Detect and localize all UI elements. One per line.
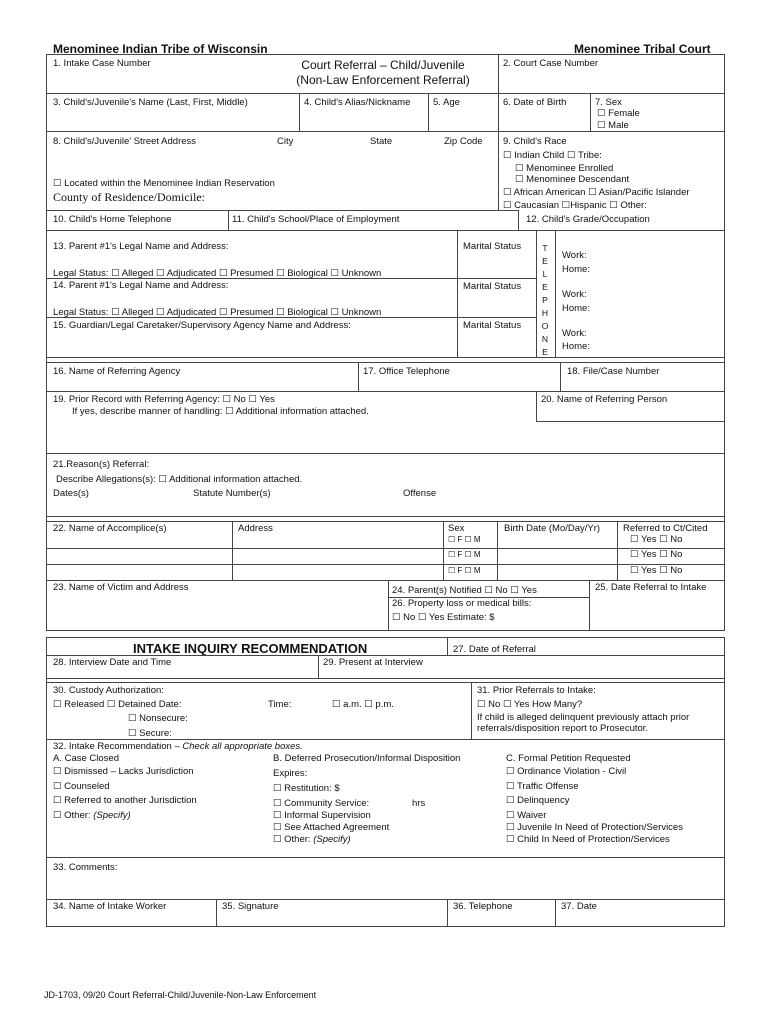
field-victim[interactable]: 23. Name of Victim and Address <box>53 582 189 593</box>
offense-label: Offense <box>403 488 437 499</box>
ordinance-violation-checkbox[interactable]: ☐ Ordinance Violation - Civil <box>506 766 627 777</box>
custody-ampm-checkbox[interactable]: ☐ a.m. ☐ p.m. <box>332 699 394 710</box>
zip-label: Zip Code <box>444 136 483 147</box>
other-b-checkbox[interactable]: ☐ Other: (Specify) <box>273 834 351 845</box>
guardian-marital-status[interactable]: Marital Status <box>463 320 522 331</box>
field-parent1[interactable]: 13. Parent #1's Legal Name and Address: <box>53 241 229 252</box>
field-street-address[interactable]: 8. Child's/Juvenile' Street Address <box>53 136 197 147</box>
formal-petition-label: C. Formal Petition Requested <box>506 753 631 764</box>
field-sex-label: 7. Sex <box>595 97 622 108</box>
statute-label: Statute Number(s) <box>193 488 271 499</box>
custody-secure-checkbox[interactable]: ☐ Secure: <box>128 728 172 739</box>
accomplice-referred-label: Referred to Ct/Cited <box>623 523 708 534</box>
custody-time-label[interactable]: Time: <box>268 699 292 710</box>
accomplice3-referred-checkbox[interactable]: ☐ Yes ☐ No <box>630 565 683 576</box>
field-accomplice[interactable]: 22. Name of Accomplice(s) <box>53 523 167 534</box>
state-label: State <box>370 136 393 147</box>
parent1-work-phone[interactable]: Work: <box>562 250 587 261</box>
chips-checkbox[interactable]: ☐ Child In Need of Protection/Services <box>506 834 670 845</box>
field-comments[interactable]: 33. Comments: <box>53 862 118 873</box>
accomplice3-sex-checkbox[interactable]: ☐ F ☐ M <box>448 566 481 575</box>
parent2-work-phone[interactable]: Work: <box>562 289 587 300</box>
waiver-checkbox[interactable]: ☐ Waiver <box>506 810 547 821</box>
field-referring-person[interactable]: 20. Name of Referring Person <box>541 394 668 405</box>
form-subtitle: (Non-Law Enforcement Referral) <box>296 73 470 87</box>
field-age[interactable]: 5. Age <box>433 97 460 108</box>
prior-referrals-checkbox[interactable]: ☐ No ☐ Yes How Many? <box>477 699 583 710</box>
jips-checkbox[interactable]: ☐ Juvenile In Need of Protection/Services <box>506 822 683 833</box>
field-interview-date[interactable]: 28. Interview Date and Time <box>53 657 172 668</box>
dismissed-checkbox[interactable]: ☐ Dismissed – Lacks Jurisdiction <box>53 766 194 777</box>
property-loss-checkbox[interactable]: ☐ No ☐ Yes Estimate: $ <box>392 612 495 623</box>
footer-form-id: JD-1703, 09/20 Court Referral-Child/Juvenile-Non-Law Enforcement <box>44 990 317 1000</box>
field-intake-worker[interactable]: 34. Name of Intake Worker <box>53 901 167 912</box>
accomplice-birth-label: Birth Date (Mo/Day/Yr) <box>504 523 601 534</box>
race-enrolled-checkbox[interactable]: ☐ Menominee Enrolled <box>515 163 614 174</box>
delinquency-checkbox[interactable]: ☐ Delinquency <box>506 795 570 806</box>
prior-record-handling[interactable]: If yes, describe manner of handling: ☐ Additional information attached. <box>72 406 369 417</box>
field-alias[interactable]: 4. Child's Alias/Nickname <box>304 97 411 108</box>
field-date-of-birth[interactable]: 6. Date of Birth <box>503 97 567 108</box>
accomplice-address-label: Address <box>238 523 273 534</box>
property-loss-label: 26. Property loss or medical bills: <box>392 598 532 609</box>
guardian-work-phone[interactable]: Work: <box>562 328 587 339</box>
parent2-home-phone[interactable]: Home: <box>562 303 590 314</box>
field-file-case-number[interactable]: 18. File/Case Number <box>567 366 660 377</box>
parent1-home-phone[interactable]: Home: <box>562 264 590 275</box>
field-child-name[interactable]: 3. Child's/Juvenile's Name (Last, First, Middle) <box>53 97 248 108</box>
field-telephone[interactable]: 36. Telephone <box>453 901 513 912</box>
community-service-checkbox[interactable]: ☐ Community Service: <box>273 798 370 809</box>
restitution-checkbox[interactable]: ☐ Restitution: $ <box>273 783 340 794</box>
allegations-checkbox[interactable]: Describe Allegations(s): ☐ Additional information attached. <box>56 474 303 485</box>
field-home-telephone[interactable]: 10. Child's Home Telephone <box>53 214 172 225</box>
parent2-legal-status[interactable]: Legal Status: ☐ Alleged ☐ Adjudicated ☐ Presumed ☐ Biological ☐ Unknown <box>53 307 382 318</box>
field-signature[interactable]: 35. Signature <box>222 901 279 912</box>
race-african-asian-checkbox[interactable]: ☐ African American ☐ Asian/Pacific Islander <box>503 187 690 198</box>
field-prior-referrals: 31. Prior Referrals to Intake: <box>477 685 596 696</box>
field-guardian[interactable]: 15. Guardian/Legal Caretaker/Supervisory Agency Name and Address: <box>53 320 351 331</box>
dates-label: Dates(s) <box>53 488 89 499</box>
tribe-name: Menominee Indian Tribe of Wisconsin <box>53 42 268 56</box>
county-of-residence[interactable]: County of Residence/Domicile: <box>53 190 205 204</box>
deferred-prosecution-label: B. Deferred Prosecution/Informal Disposition <box>273 753 461 764</box>
custody-nonsecure-checkbox[interactable]: ☐ Nonsecure: <box>128 713 188 724</box>
field-date[interactable]: 37. Date <box>561 901 597 912</box>
field-referring-agency[interactable]: 16. Name of Referring Agency <box>53 366 181 377</box>
expires-label[interactable]: Expires: <box>273 768 308 779</box>
prior-referrals-note2: referrals/disposition report to Prosecutor. <box>477 723 649 734</box>
form-title: Court Referral – Child/Juvenile <box>301 58 465 72</box>
field-custody-authorization: 30. Custody Authorization: <box>53 685 164 696</box>
field-office-telephone[interactable]: 17. Office Telephone <box>363 366 450 377</box>
field-date-of-referral[interactable]: 27. Date of Referral <box>453 644 536 655</box>
field-reason-referral[interactable]: 21.Reason(s) Referral: <box>53 459 150 470</box>
sex-female-checkbox[interactable]: ☐ Female <box>597 108 640 119</box>
intake-recommendation-label: 32. Intake Recommendation – Check all appropriate boxes. <box>53 741 303 752</box>
court-name: Menominee Tribal Court <box>574 42 711 56</box>
parents-notified-checkbox[interactable]: 24. Parent(s) Notified ☐ No ☐ Yes <box>392 585 537 596</box>
sex-male-checkbox[interactable]: ☐ Male <box>597 120 629 131</box>
accomplice2-sex-checkbox[interactable]: ☐ F ☐ M <box>448 550 481 559</box>
race-indian-checkbox[interactable]: ☐ Indian Child ☐ Tribe: <box>503 150 602 161</box>
case-closed-label: A. Case Closed <box>53 753 120 764</box>
reservation-checkbox[interactable]: ☐ Located within the Menominee Indian Reservation <box>53 178 275 189</box>
city-label: City <box>277 136 294 147</box>
accomplice1-sex-checkbox[interactable]: ☐ F ☐ M <box>448 535 481 544</box>
intake-section <box>46 637 725 927</box>
field-race-label: 9. Child's Race <box>503 136 567 147</box>
see-attached-checkbox[interactable]: ☐ See Attached Agreement <box>273 822 390 833</box>
guardian-home-phone[interactable]: Home: <box>562 341 590 352</box>
field-court-case-number[interactable]: 2. Court Case Number <box>503 58 599 69</box>
hrs-label: hrs <box>412 798 426 809</box>
field-grade[interactable]: 12. Child's Grade/Occupation <box>526 214 650 225</box>
prior-record-checkbox[interactable]: 19. Prior Record with Referring Agency: ☐ No ☐ Yes <box>53 394 275 405</box>
field-date-referral-intake[interactable]: 25. Date Referral to Intake <box>595 582 707 593</box>
accomplice2-referred-checkbox[interactable]: ☐ Yes ☐ No <box>630 549 683 560</box>
race-descendant-checkbox[interactable]: ☐ Menominee Descendant <box>515 174 630 185</box>
accomplice-sex-label: Sex <box>448 523 465 534</box>
referred-jurisdiction-checkbox[interactable]: ☐ Referred to another Jurisdiction <box>53 795 197 806</box>
field-intake-case-number[interactable]: 1. Intake Case Number <box>53 58 151 69</box>
field-present-at-interview[interactable]: 29. Present at Interview <box>323 657 423 668</box>
intake-title: INTAKE INQUIRY RECOMMENDATION <box>133 641 368 656</box>
accomplice1-referred-checkbox[interactable]: ☐ Yes ☐ No <box>630 534 683 545</box>
parent1-legal-status[interactable]: Legal Status: ☐ Alleged ☐ Adjudicated ☐ Presumed ☐ Biological ☐ Unknown <box>53 268 382 279</box>
custody-released-detained-checkbox[interactable]: ☐ Released ☐ Detained Date: <box>53 699 182 710</box>
field-parent2[interactable]: 14. Parent #1's Legal Name and Address: <box>53 280 229 291</box>
traffic-offense-checkbox[interactable]: ☐ Traffic Offense <box>506 781 579 792</box>
counseled-checkbox[interactable]: ☐ Counseled <box>53 781 110 792</box>
prior-referrals-note1: If child is alleged delinquent previously attach prior <box>477 712 690 723</box>
parent1-marital-status[interactable]: Marital Status <box>463 241 522 252</box>
other-a-checkbox[interactable]: ☐ Other: (Specify) <box>53 810 131 821</box>
parent2-marital-status[interactable]: Marital Status <box>463 281 522 292</box>
field-school[interactable]: 11. Child's School/Place of Employment <box>232 214 400 225</box>
race-caucasian-checkbox[interactable]: ☐ Caucasian ☐Hispanic ☐ Other: <box>503 200 647 211</box>
informal-supervision-checkbox[interactable]: ☐ Informal Supervision <box>273 810 371 821</box>
